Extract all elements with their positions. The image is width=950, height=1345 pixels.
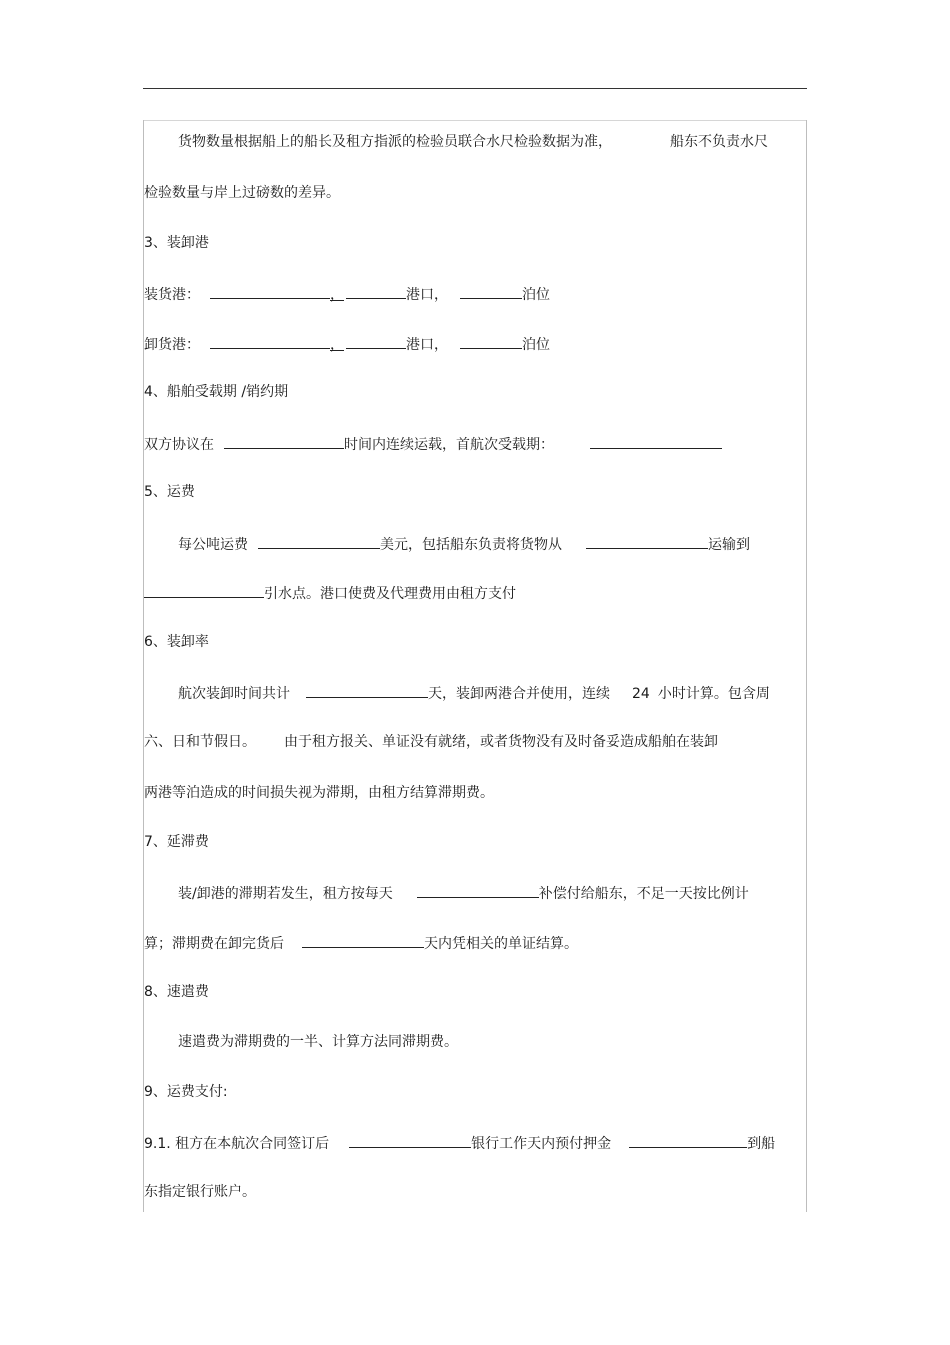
laycan-line [144, 434, 722, 454]
laytime-line-2b: 由于租方报关、单证没有就绪，或者货物没有及时备妥造成船舶在装卸 [284, 734, 718, 750]
load-port-suffix: 港口， [406, 287, 448, 303]
intro-line-1 [178, 133, 768, 151]
laytime-hours: 24 [632, 686, 650, 702]
demurrage-text-a: 装/卸港的滞期若发生，租方按每天 [178, 886, 393, 902]
freight-destination-blank[interactable] [144, 583, 264, 598]
unload-port-comma: ， [330, 337, 344, 353]
section-9-heading: 9、运费支付: [144, 1084, 228, 1100]
payment-text-c: 到船 [747, 1136, 776, 1152]
payment-deposit-blank[interactable] [629, 1133, 747, 1148]
unload-port-label: 卸货港： [144, 337, 200, 353]
despatch-line: 速遣费为滞期费的一半、计算方法同滞期费。 [178, 1034, 458, 1050]
demurrage-line-2 [144, 933, 578, 953]
demurrage-line-1 [178, 883, 749, 903]
payment-line-1 [144, 1133, 775, 1153]
unload-port-blank[interactable] [210, 334, 330, 349]
frame-right-border [806, 120, 807, 1212]
intro-text-a: 货物数量根据船上的船长及租方指派的检验员联合水尺检验数据为准， [178, 134, 612, 150]
load-berth-blank[interactable] [460, 284, 522, 299]
load-port-line [144, 284, 550, 304]
unload-berth-suffix: 泊位 [522, 337, 550, 353]
section-8-heading: 8、速遣费 [144, 984, 209, 1000]
intro-text-b: 船东不负责水尺 [670, 134, 768, 150]
section-7-heading: 7、延滞费 [144, 834, 209, 850]
laytime-text-a: 航次装卸时间共计 [178, 686, 290, 702]
section-3-heading: 3、装卸港 [144, 235, 209, 251]
freight-rate-blank[interactable] [258, 534, 380, 549]
demurrage-rate-blank[interactable] [417, 883, 539, 898]
laytime-line-3: 两港等泊造成的时间损失视为滞期，由租方结算滞期费。 [144, 785, 494, 801]
payment-text-a: 9.1. 租方在本航次合同签订后 [144, 1136, 330, 1152]
load-port-name-blank[interactable] [346, 284, 406, 299]
laytime-line-2a: 六、日和节假日。 [144, 734, 256, 750]
demurrage-text-b: 补偿付给船东，不足一天按比例计 [538, 886, 749, 902]
freight-line-2 [144, 583, 516, 603]
frame-top-border [143, 120, 807, 121]
demurrage-line-2b: 天内凭相关的单证结算。 [424, 936, 578, 952]
laytime-text-b: 天，装卸两港合并使用，连续 [428, 686, 610, 702]
unload-berth-blank[interactable] [460, 334, 522, 349]
demurrage-line-2a: 算；滞期费在卸完货后 [144, 936, 284, 952]
unload-port-suffix: 港口， [406, 337, 448, 353]
unload-port-line [144, 334, 550, 354]
laytime-text-c: 小时计算。包含周 [657, 686, 770, 702]
payment-text-b: 银行工作天内预付押金 [471, 1136, 612, 1152]
load-port-comma: ， [330, 287, 344, 303]
laycan-period-blank[interactable] [224, 434, 344, 449]
payment-days-blank[interactable] [349, 1133, 471, 1148]
freight-text-b: 美元，包括船东负责将货物从 [380, 537, 562, 553]
laytime-line-1 [178, 683, 770, 703]
section-6-heading: 6、装卸率 [144, 634, 209, 650]
freight-text-a: 每公吨运费 [178, 537, 248, 553]
freight-text-c: 运输到 [708, 537, 750, 553]
laycan-text-b: 时间内连续运载，首航次受载期： [344, 437, 554, 453]
freight-text-d: 引水点。港口使费及代理费用由租方支付 [264, 586, 516, 602]
freight-line-1 [178, 534, 750, 554]
laytime-days-blank[interactable] [306, 683, 428, 698]
load-port-blank[interactable] [210, 284, 330, 299]
load-berth-suffix: 泊位 [522, 287, 550, 303]
demurrage-days-blank[interactable] [302, 933, 424, 948]
laycan-text-a: 双方协议在 [144, 437, 214, 453]
unload-port-name-blank[interactable] [346, 334, 406, 349]
payment-line-2: 东指定银行账户。 [144, 1184, 256, 1200]
laytime-line-2 [144, 733, 718, 751]
section-5-heading: 5、运费 [144, 484, 195, 500]
freight-origin-blank[interactable] [586, 534, 708, 549]
intro-line-2: 检验数量与岸上过磅数的差异。 [144, 185, 340, 201]
load-port-label: 装货港： [144, 287, 200, 303]
section-4-heading: 4、船舶受载期 /销约期 [144, 384, 289, 400]
header-rule [143, 88, 807, 89]
first-laycan-blank[interactable] [590, 434, 722, 449]
